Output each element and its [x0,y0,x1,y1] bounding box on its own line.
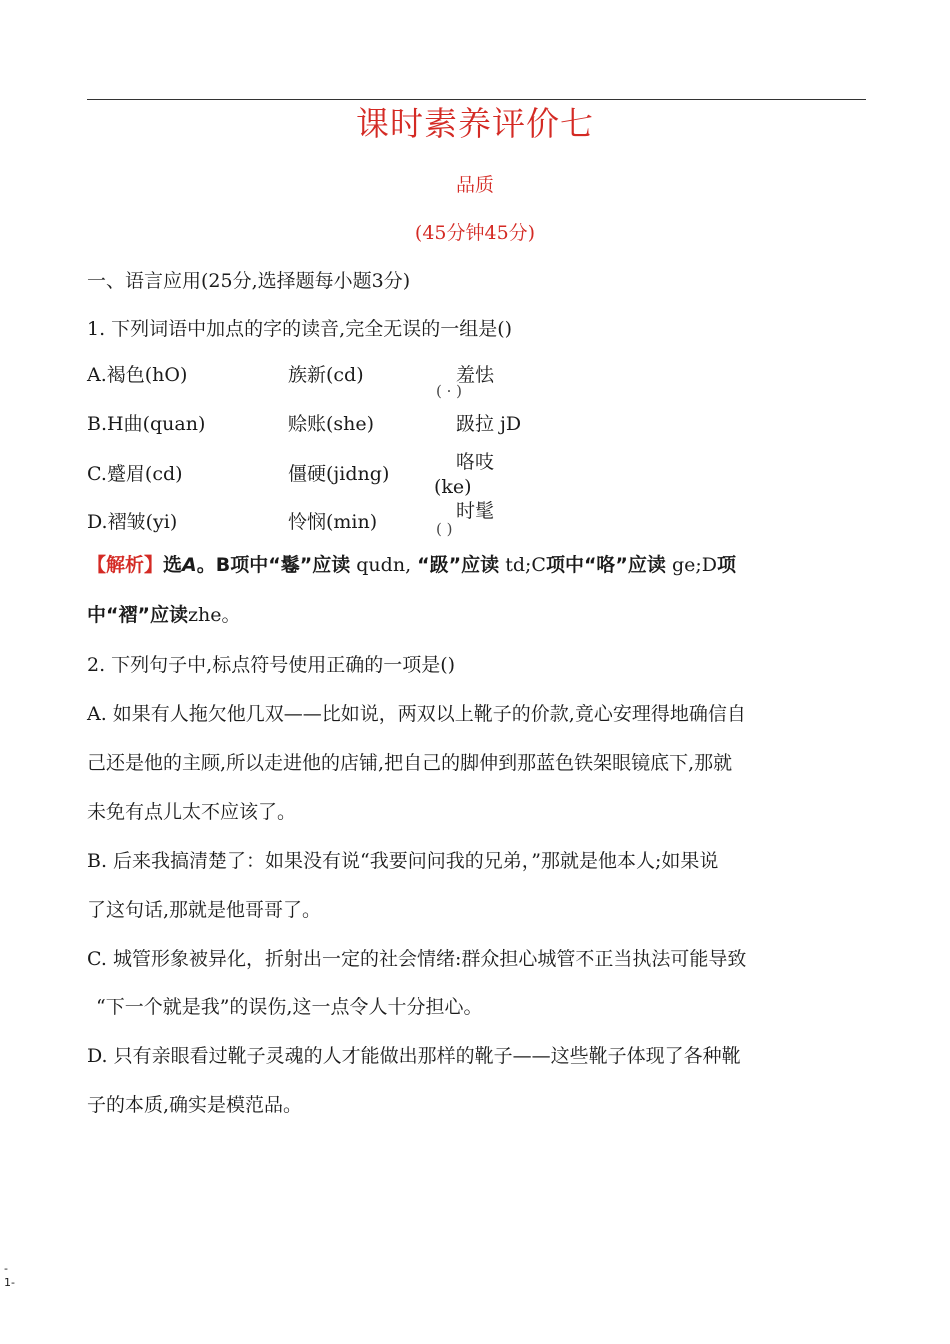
question-2-option-b-line2: 了这句话,那就是他哥哥了。 [87,899,322,921]
analysis-tag: 【解析】 [87,554,164,576]
option-d-word1: D.褶皱(yi) [87,511,178,533]
question-2-option-a-line3: 未免有点儿太不应该了。 [87,801,297,823]
question-1-analysis-line1: 【解析】选A。B项中“鬈”应读 qudn, “趿”应读 td;C项中“咯”应读 ge;D项 [87,554,737,576]
question-2-option-a-line1: A. 如果有人拖欠他几双——比如说，两双以上靴子的价款,竟心安理得地确信自 [87,703,746,725]
time-info: (45分钟45分) [414,222,536,244]
page-number: 1- [4,1276,15,1289]
question-2-option-d-line2: 子的本质,确实是模范品。 [87,1094,303,1116]
page-title: 课时素养评价七 [356,104,594,143]
footer-dash: - [4,1262,8,1275]
question-2-option-b-line1: B. 后来我搞清楚了：如果没有说“我要问问我的兄弟，”那就是他本人;如果说 [87,850,719,872]
question-2-option-c-line2: “下一个就是我”的误伤,这一点令人十分担心。 [96,996,483,1018]
option-c-word3: 咯吱 [456,451,495,473]
option-b-word1: B.H曲(quan) [87,413,206,435]
option-d-word3-reading: ( ) [436,520,453,538]
option-a-word2: 族新(cd) [288,364,364,386]
question-2-option-d-line1: D. 只有亲眼看过靴子灵魂的人才能做出那样的靴子——这些靴子体现了各种靴 [87,1045,741,1067]
option-c-word1: C.蹙眉(cd) [87,463,183,485]
question-2-stem: 2. 下列句子中,标点符号使用正确的一项是() [87,654,456,676]
option-b-word2: 赊账(she) [288,413,375,435]
option-a-word3: 羞怯 [456,364,495,386]
option-d-word3: 时髦 [456,500,495,522]
option-c-word3-reading: (ke) [434,476,472,498]
option-b-word3: 趿拉 jD [456,413,522,435]
question-1-analysis-line2: 中“褶”应读zhe。 [87,604,241,626]
question-1-stem: 1. 下列词语中加点的字的读音,完全无误的一组是() [87,318,513,340]
section-heading: 一、语言应用(25分,选择题每小题3分) [87,270,411,292]
page-subtitle: 品质 [455,174,494,196]
option-d-word2: 怜悯(min) [288,511,378,533]
question-2-option-c-line1: C. 城管形象被异化，折射出一定的社会情绪:群众担心城管不正当执法可能导致 [87,948,747,970]
option-c-word2: 僵硬(jidng) [288,463,390,485]
question-2-option-a-line2: 己还是他的主顾,所以走进他的店铺,把自己的脚伸到那蓝色铁架眼镜底下,那就 [87,752,733,774]
option-a-word1: A.褐色(hO) [87,364,188,386]
option-a-word3-reading: ( · ) [436,382,463,400]
